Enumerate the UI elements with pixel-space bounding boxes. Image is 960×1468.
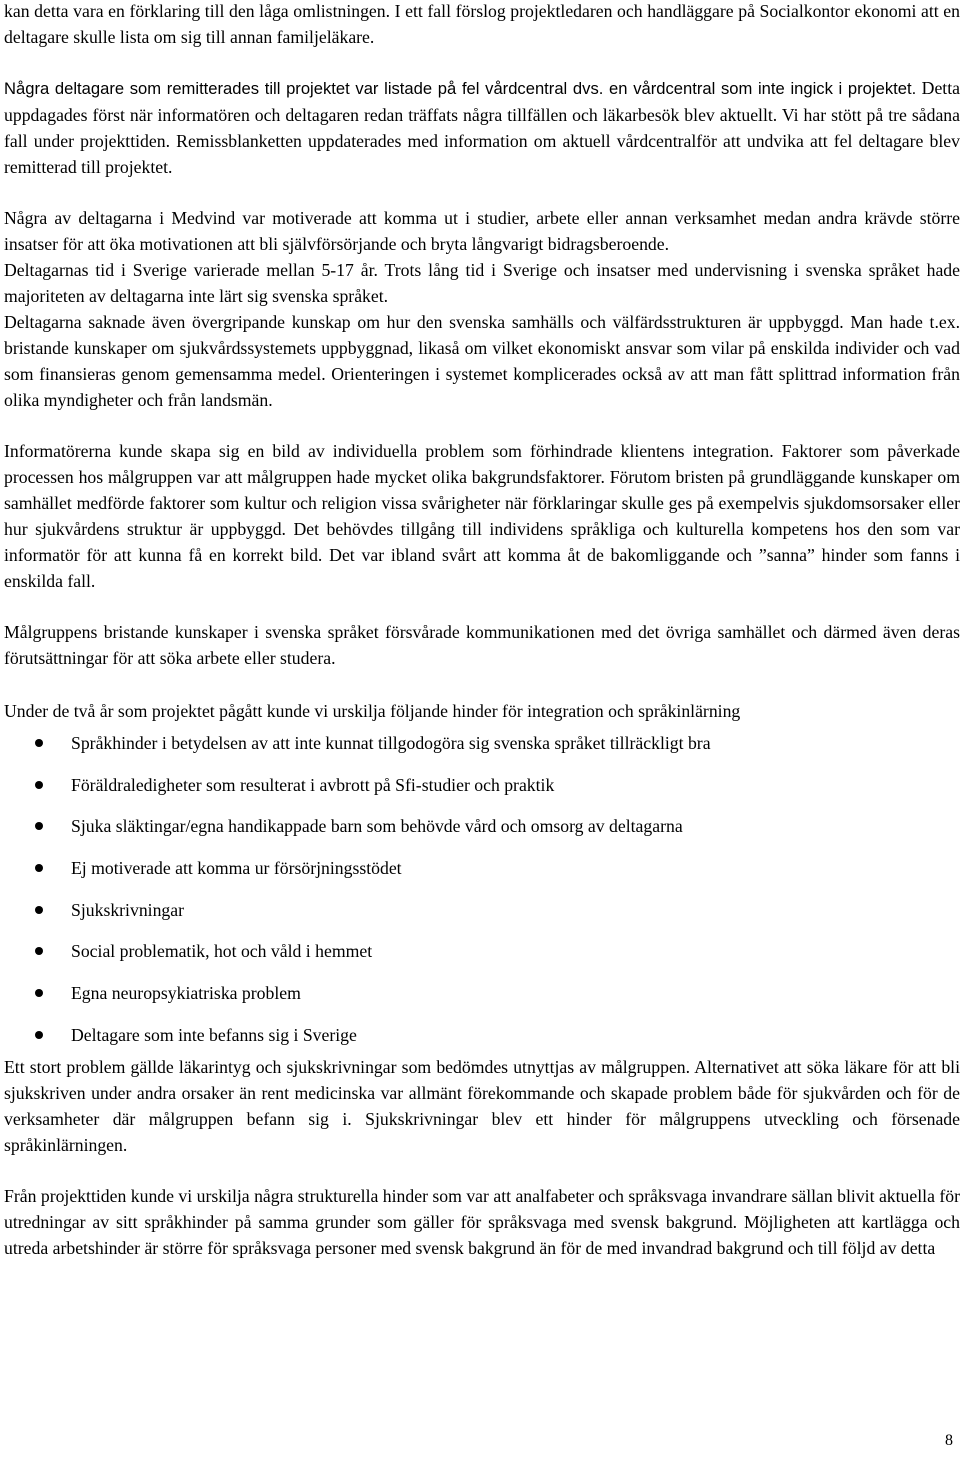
paragraph-2-serif-text: Detta uppdagades först när informatören och deltagaren redan träffats några tillfällen och läkarbesök blev aktuellt. Vi har stött på tre sådana fall under projekttiden. Remissblanketten uppdaterades med information om aktuell vårdcentralför att undvika att fel deltagare blev remitterad till projektet. — [4, 78, 960, 177]
list-item-text: Sjuka släktingar/egna handikappade barn som behövde vård och omsorg av deltagarna — [71, 816, 683, 837]
list-item-text: Egna neuropsykiatriska problem — [71, 983, 301, 1004]
list-item — [4, 897, 960, 923]
paragraph-8: Från projekttiden kunde vi urskilja några strukturella hinder som var att analfabeter och språksvaga invandrare sällan blivit aktuella för utredningar av sitt språkhinder på samma grunder som gäller för språksvaga med svensk bakgrund. Möjligheten att kartlägga och utreda arbetshinder är större för språksvaga personer med svensk bakgrund än för de med invandrad bakgrund och till följd av detta — [4, 1185, 960, 1258]
bullet-icon — [35, 906, 43, 914]
bullet-icon — [35, 1031, 43, 1039]
paragraph-3a: Några av deltagarna i Medvind var motiverade att komma ut i studier, arbete eller annan verksamhet medan andra krävde större insatser för att öka motivationen att bli självförsörjande och bryta långvarigt bidragsberoende. — [4, 208, 960, 254]
paragraph-6: Under de två år som projektet pågått kunde vi urskilja följande hinder för integration och språkinlärning — [4, 701, 741, 721]
list-item — [4, 1022, 960, 1048]
bullet-icon — [35, 947, 43, 955]
list-item — [4, 855, 960, 881]
list-item — [4, 772, 960, 798]
list-item-text: Språkhinder i betydelsen av att inte kunnat tillgodogöra sig svenska språket tillräckligt bra — [71, 733, 711, 753]
paragraph-2 — [4, 75, 960, 180]
bullet-icon — [35, 822, 43, 830]
bullet-icon — [35, 781, 43, 789]
bullet-icon — [35, 864, 43, 872]
list-item — [4, 938, 960, 964]
bullet-icon — [35, 739, 43, 747]
paragraph-1: kan detta vara en förklaring till den låga omlistningen. I ett fall förslog projektledaren och handläggare på Socialkontor ekonomi att en deltagare skulle lista om sig till annan familjeläkare. — [4, 1, 960, 47]
list-item-text: Föräldraledigheter som resulterat i avbrott på Sfi-studier och praktik — [71, 774, 555, 795]
list-item-text: Ej motiverade att komma ur försörjningsstödet — [71, 858, 402, 879]
paragraph-3b: Deltagarnas tid i Sverige varierade mellan 5-17 år. Trots lång tid i Sverige och insatser med undervisning i svenska språket hade majoriteten av deltagarna inte lärt sig svenska språket. — [4, 260, 960, 306]
paragraph-4: Informatörerna kunde skapa sig en bild av individuella problem som förhindrade klientens integration. Faktorer som påverkade processen hos målgruppen var att målgruppen hade mycket olika bakgrundsfaktorer. Förutom bristen på grundläggande kunskaper om samhället medförde faktorer som kultur och religion vissa svårigheter när förklaringar skulle ges på exempelvis sjukdomsorsaker eller hur sjukvårdens struktur är uppbyggd. Det behövdes tillgång till individens språkliga och kulturella kompetens hos den som var informatör för att kunna få en korrekt bild. Det var ibland svårt att komma åt de bakomliggande och ”sanna” hinder som fanns i enskilda fall. — [4, 441, 960, 591]
list-item-text: Deltagare som inte befanns sig i Sverige — [71, 1024, 357, 1045]
list-item-text: Social problematik, hot och våld i hemmet — [71, 941, 373, 962]
bullet-icon — [35, 989, 43, 997]
paragraph-5: Målgruppens bristande kunskaper i svenska språket försvårade kommunikationen med det övriga samhället och därmed även deras förutsättningar för att söka arbete eller studera. — [4, 622, 960, 668]
list-item-text: Sjukskrivningar — [71, 899, 184, 920]
list-item — [4, 813, 960, 839]
hinder-list — [4, 730, 960, 1048]
paragraph-3c: Deltagarna saknade även övergripande kunskap om hur den svenska samhälls och välfärdsstrukturen är uppbyggd. Man hade t.ex. bristande kunskaper om sjukvårdssystemets uppbyggnad, likaså om vilket ekonomiskt ansvar som vilar på enskilda individer och vad som finansieras genom gemensamma medel. Orienteringen i systemet komplicerades också av att man fått splittrad information från olika myndigheter och från landsmän. — [4, 312, 960, 410]
document-page — [4, 0, 960, 1261]
list-item — [4, 730, 960, 756]
page-number: 8 — [945, 1432, 953, 1449]
paragraph-2-sans-text: Några deltagare som remitterades till projektet var listade på fel vårdcentral dvs. en vårdcentral som inte ingick i projektet. — [4, 79, 917, 98]
paragraph-7: Ett stort problem gällde läkarintyg och sjukskrivningar som bedömdes utnyttjas av målgruppen. Alternativet att söka läkare för att bli sjukskriven under andra orsaker än rent medicinska var allmänt förekommande och skapade problem både för sjukvården och för de verksamheter där målgruppen befann sig i. Sjukskrivningar blev ett hinder för målgruppens utveckling och försenade språkinlärningen. — [4, 1056, 960, 1155]
list-item — [4, 980, 960, 1006]
